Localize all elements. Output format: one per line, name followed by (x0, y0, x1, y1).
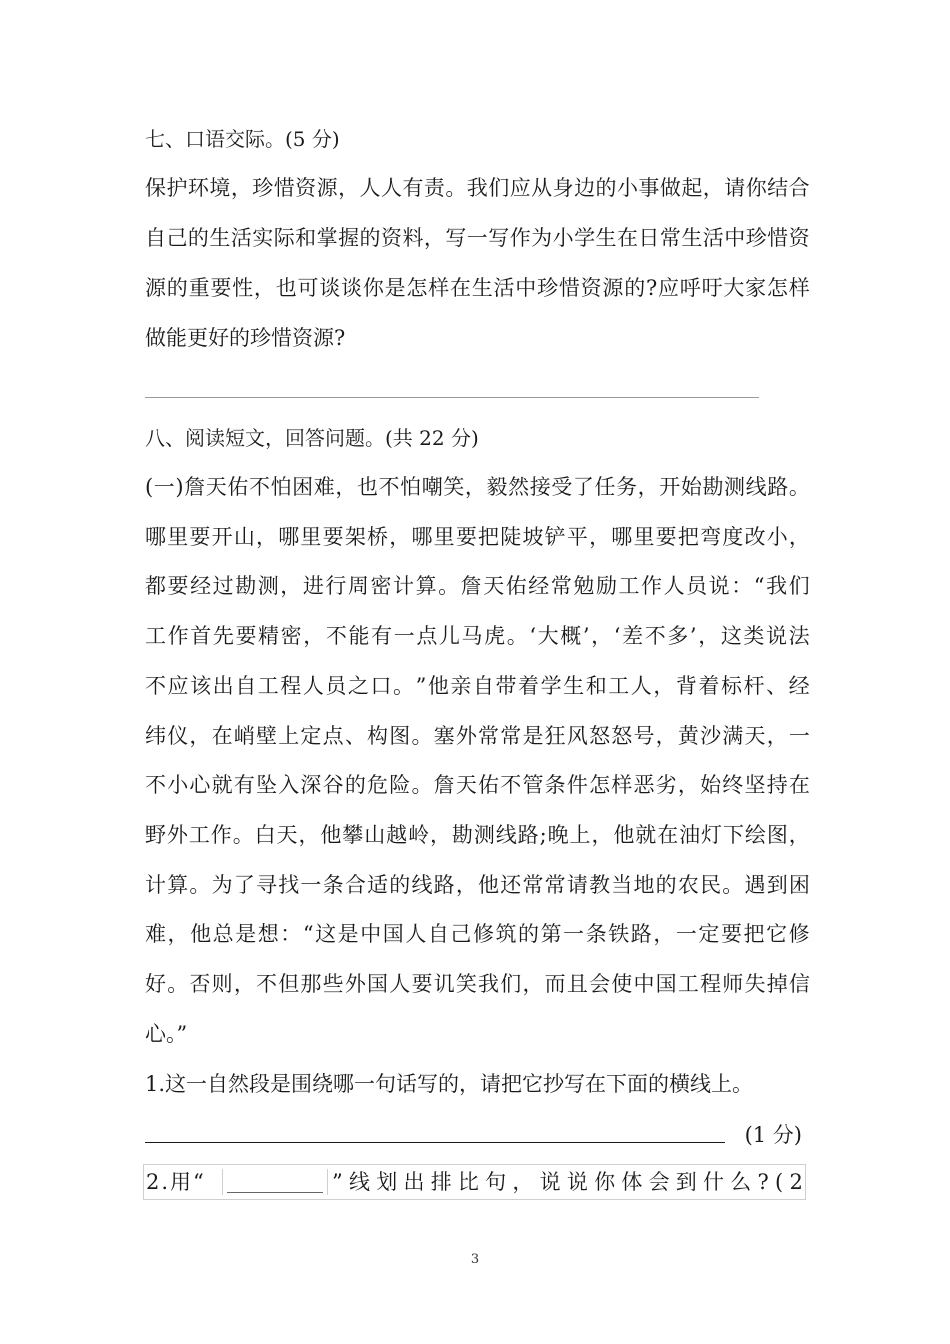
section-7-heading: 七、口语交际。(5 分) (145, 127, 340, 151)
passage-line: 哪 里 要 开 山 ， 哪 里 要 架 桥 ， 哪 里 要 把 陡 坡 铲 平 ， 哪 里 要 把 弯 度 改 小 ， (145, 525, 810, 549)
section-7-line: 自 己 的 生 活 实 际 和 掌 握 的 资 料 ， 写 一 写 作 为 小 学 生 在 日 常 生 活 中 珍 惜 资 (145, 226, 810, 250)
passage-line: ( 一 ) 詹 天 佑 不 怕 困 难 ， 也 不 怕 嘲 笑 ， 毅 然 接 受 了 任 务 ， 开 始 勘 测 线 路 。 (145, 475, 810, 499)
section-7-line: 源 的 重 要 性 ， 也 可 谈 谈 你 是 怎 样 在 生 活 中 珍 惜 资 源 的 ? 应 呼 吁 大 家 怎 样 (145, 276, 810, 300)
question-2-suffix: ” 线 划 出 排 比 句 ， 说 说 你 体 会 到 什 么 ? ( 2 (332, 1170, 803, 1194)
passage-line: 计 算 。 为 了 寻 找 一 条 合 适 的 线 路 ， 他 还 常 常 请 教 当 地 的 农 民 。 遇 到 困 (145, 873, 810, 897)
passage-line: 不 小 心 就 有 坠 入 深 谷 的 危 险 。 詹 天 佑 不 管 条 件 怎 样 恶 劣 ， 始 终 坚 持 在 (145, 773, 810, 797)
question-2-blank-box[interactable] (222, 1169, 328, 1195)
section-7-line: 保 护 环 境 ， 珍 惜 资 源 ， 人 人 有 责 。 我 们 应 从 身 边 的 小 事 做 起 ， 请 你 结 合 (145, 176, 810, 200)
section-8-heading: 八、阅读短文，回答问题。(共 22 分) (145, 426, 479, 450)
section-7-line-last: 做能更好的珍惜资源? (145, 326, 346, 350)
question-2-blank-line (227, 1192, 323, 1193)
passage-line: 工 作 首 先 要 精 密 ， 不 能 有 一 点 儿 马 虎 。 ‘ 大 概 ’ ， ‘ 差 不 多 ’ ， 这 类 说 法 (145, 624, 810, 648)
question-1-answer-line[interactable] (145, 1142, 725, 1143)
passage-line: 难 ， 他 总 是 想 ： “ 这 是 中 国 人 自 己 修 筑 的 第 一 条 铁 路 ， 一 定 要 把 它 修 (145, 922, 810, 946)
passage-line: 纬 仪 ， 在 峭 壁 上 定 点 、 构 图 。 塞 外 常 常 是 狂 风 怒 怒 号 ， 黄 沙 满 天 ， 一 (145, 724, 810, 748)
page-number: 3 (470, 1252, 480, 1267)
passage-line: 都 要 经 过 勘 测 ， 进 行 周 密 计 算 。 詹 天 佑 经 常 勉 励 工 作 人 员 说 ： “ 我 们 (145, 574, 810, 598)
question-1-score: (1 分) (744, 1123, 802, 1147)
question-2-row (143, 1164, 806, 1200)
answer-divider-line (145, 397, 759, 398)
passage-line: 心。” (145, 1022, 188, 1046)
passage-line: 野 外 工 作 。 白 天 ， 他 攀 山 越 岭 ， 勘 测 线 路 ; 晚 上 ， 他 就 在 油 灯 下 绘 图 ， (145, 823, 810, 847)
question-1-answer-row (145, 1118, 810, 1152)
question-2-prefix: 2.用“ (146, 1170, 206, 1194)
question-1-text: 1.这一自然段是围绕哪一句话写的，请把它抄写在下面的横线上。 (145, 1072, 754, 1096)
passage-line: 不 应 该 出 自 工 程 人 员 之 口 。 ” 他 亲 自 带 着 学 生 和 工 人 ， 背 着 标 杆 、 经 (145, 674, 810, 698)
passage-line: 好 。 否 则 ， 不 但 那 些 外 国 人 要 讥 笑 我 们 ， 而 且 会 使 中 国 工 程 师 失 掉 信 (145, 972, 810, 996)
